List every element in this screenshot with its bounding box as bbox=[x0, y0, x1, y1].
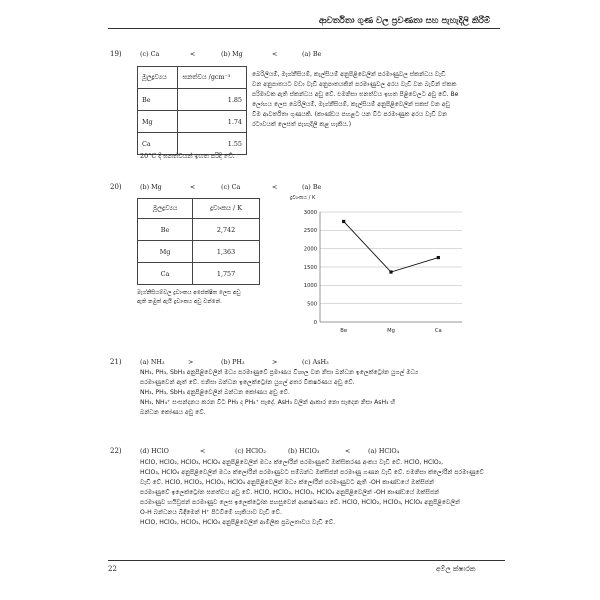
q22-lt-1: < bbox=[200, 447, 206, 455]
q19-option-c: (c) Ca bbox=[140, 50, 160, 58]
chart-tick-labels bbox=[304, 210, 442, 334]
chart-data-point bbox=[389, 270, 392, 273]
q21-explanation bbox=[140, 368, 418, 418]
chart-y-tick-label: 2000 bbox=[303, 246, 317, 253]
paragraph-line: HClO₃, HClO₄ අනුපිළිවෙලින් මධ්‍ය ක්ලෝරීන් පරමාණුවට සම්බන්ධ ඔක්සිජන් පරමාණු ගණන වැඩි වේ. එමනිසා ක්ලෝරීන් පරමාණුවේ bbox=[140, 469, 484, 476]
q22-explanation bbox=[140, 458, 484, 528]
q21-option-b: (b) PH₃ bbox=[221, 358, 245, 366]
q22-option-d: (d) HClO bbox=[140, 447, 169, 455]
q19-note: 20°C දී ඝනත්වයන් ඉහත පරිදි වේ. bbox=[140, 152, 235, 160]
value-cell: 1.85 bbox=[178, 89, 247, 111]
q19-lt-1: < bbox=[190, 50, 196, 58]
header-rule bbox=[108, 28, 500, 29]
chart-y-tick-label: 2500 bbox=[303, 228, 317, 235]
paragraph-line: HClO, HClO₂, HClO₃, HClO₄ අනුපිළිවෙලින් මධ්‍ය ක්ලෝරීන් පරමාණුවේ ඔක්සිකරණ අංකය වැඩි වේ. HClO, HClO₂, bbox=[140, 459, 444, 466]
paragraph-line: රටාවයක් ලෙසත් පැහැදිලි කළ හැකිය.) bbox=[252, 121, 352, 128]
element-cell: Mg bbox=[138, 111, 178, 133]
table-row bbox=[138, 219, 260, 241]
paragraph-line: බන්ධන කෝණය අඩු වේ. bbox=[140, 409, 206, 416]
paragraph-line: වීම ආවර්තිතා ගුණයකි. (කාණ්ඩය පහළට යන විට පරමාණුක අරය වැඩි වන bbox=[252, 111, 448, 118]
chart-series bbox=[342, 220, 440, 274]
chart-x-tick-label: Ca bbox=[434, 328, 442, 334]
table-row bbox=[138, 89, 247, 111]
paragraph-line: පරමාණුවේ ඉලෙක්ට්‍රෝන ඝනත්වය අඩු වේ. HClO, HClO₂, HClO₃, HClO₄ අනුපිළිවෙලින් -OH කාණ්ඩයේ ඔක්සිජන් bbox=[140, 489, 440, 496]
q19-density-table bbox=[137, 66, 247, 155]
paragraph-line: පරමාණුවෙන් ඈත් වේ. එනිසා බන්ධන ඉලෙක්ට්‍රෝන යුගල් අතර විකර්ෂණය අඩු වේ. bbox=[140, 379, 355, 386]
value-cell: 1,363 bbox=[193, 241, 260, 263]
paragraph-line: පරිමාවක ඇති ස්කන්ධය අඩු වේ. එමනිසා ඝනත්වය ඉහත පිළිවෙලට අඩු වේ. Be bbox=[252, 91, 459, 98]
paragraph-line: NH₃, NH₄⁺ සංසන්දනය කරන විට PH₃ ද PH₄⁺ සෑදේ. AsH₃ වලින් ආකාර නො සෑදෙන නිසා AsH₃ හි bbox=[140, 399, 396, 406]
q20-col1-header: මූලද්‍රව්‍යය bbox=[138, 199, 193, 219]
chart-y-tick-label: 500 bbox=[307, 301, 317, 308]
paragraph-line: ලෝහය ලෙස බෙරිලියම්, මැග්නීසියම්, කැල්සියම් අනුපිළිවෙලින් සකස් වන අඩු bbox=[252, 101, 451, 108]
q20-col2-header: ද්‍රවාංකය / K bbox=[193, 199, 260, 219]
element-cell: Be bbox=[138, 219, 193, 241]
melting-point-chart bbox=[290, 192, 470, 340]
q21-gt-2: > bbox=[272, 358, 278, 366]
q20-lt-1: < bbox=[190, 183, 196, 191]
paragraph-line: බෙරිලියම්, මැග්නීසියම්, කැල්සියම් අනුපිළිවෙලින් පරමාණුවල ස්කන්ධය වැඩි bbox=[252, 71, 446, 78]
q22-option-c: (c) HClO₂ bbox=[235, 447, 266, 455]
paragraph-line: NH₃, PH₃, SbH₃ අනුපිළිවෙලින් මධ්‍ය පරමාණුවේ ප්‍රමාණය විශාල වන නිසා බන්ධන ඉලෙක්ට්‍රෝන යුගල් මධ්‍ය bbox=[140, 369, 419, 376]
q19-col2-header: ඝනත්වය /gcm⁻³ bbox=[178, 67, 247, 89]
q21-option-a: (a) NH₃ bbox=[140, 358, 165, 366]
table-row bbox=[138, 263, 260, 285]
q20-lt-2: < bbox=[272, 183, 278, 191]
caption-line: ඇති නමුත් ඇයි ද්‍රවාංකය අඩු වන්නේ. bbox=[137, 299, 222, 305]
q22-option-b: (b) HClO₃ bbox=[288, 447, 320, 455]
chart-y-axis-label: ද්‍රවාංකය / K bbox=[290, 195, 316, 201]
chart-series-line bbox=[344, 221, 439, 272]
chart-x-tick-label: Mg bbox=[387, 328, 395, 334]
q20-option-a: (a) Be bbox=[302, 183, 322, 191]
q20-number: 20) bbox=[110, 183, 122, 191]
q19-col1-header: මූලද්‍රව්‍යය bbox=[138, 67, 178, 89]
value-cell: 2,742 bbox=[193, 219, 260, 241]
q21-option-c: (c) AsH₃ bbox=[302, 358, 329, 366]
header-title: ආවර්තිතා ගුණ වල ප්‍රවණතා සහ පැහැදිලි කිරීම් bbox=[318, 16, 490, 26]
chart-y-tick-label: 1500 bbox=[303, 264, 317, 271]
value-cell: 1,757 bbox=[193, 263, 260, 285]
q20-option-b: (b) Mg bbox=[140, 183, 162, 191]
q21-number: 21) bbox=[110, 358, 122, 366]
paragraph-line: පරමාණුව හයිඩ්‍රජන් පරමාණුව ලෙස ඉලෙක්ට්‍රෝන පහසුවෙන් ආකර්ෂණය වේ. HClO, HClO₂, HClO₃, HClO₄ අනුපිළිවෙලින් bbox=[140, 499, 460, 506]
element-cell: Mg bbox=[138, 241, 193, 263]
chart-y-tick-label: 0 bbox=[313, 319, 317, 326]
paragraph-line: NH₃, PH₃, SbH₃ අනුපිළිවෙලින් බන්ධන කෝණය අඩු වේ. bbox=[140, 389, 290, 396]
q22-number: 22) bbox=[110, 447, 122, 455]
paragraph-line: වැඩි වේ. HClO, HClO₂, HClO₃, HClO₄ අනුපිළිවෙලින් මධ්‍ය ක්ලෝරීන් පරමාණුවට ඇති -OH කාණ්ඩයේ ඔක්සිජන් bbox=[140, 479, 434, 486]
element-cell: Be bbox=[138, 89, 178, 111]
paragraph-line: HClO, HClO₂, HClO₃, HClO₄ අනුපිළිවෙලින් ආම්ලික ප්‍රබලතාවය වැඩි වේ. bbox=[140, 519, 336, 526]
table-row bbox=[138, 111, 247, 133]
element-cell: Ca bbox=[138, 263, 193, 285]
element-cell: Ca bbox=[138, 133, 178, 155]
page-number: 22 bbox=[108, 565, 117, 573]
q22-option-a: (a) HClO₄ bbox=[368, 447, 400, 455]
chart-data-point bbox=[437, 256, 440, 259]
chart-y-tick-label: 3000 bbox=[303, 209, 317, 216]
paragraph-line: O-H බන්ධනය බිඳීමෙන් H⁺ පිටවීමේ හැකියාව වැඩි වේ. bbox=[140, 509, 282, 516]
chart-x-tick-label: Be bbox=[340, 328, 348, 334]
paragraph-line: වන අනුපාතයට වඩා වැඩි අනුපාතයකින් පරමාණුවල අරය වැඩි වන බැවින් ඒකක bbox=[252, 81, 457, 88]
chart-grid bbox=[320, 212, 462, 322]
q19-option-b: (b) Mg bbox=[221, 50, 243, 58]
caption-line: මැග්නීසියම්වල ද්‍රවාංකය අපේක්ෂිත ලෙස අඩු bbox=[137, 290, 241, 296]
q19-lt-2: < bbox=[272, 50, 278, 58]
chart-data-point bbox=[342, 220, 345, 223]
q21-gt-1: > bbox=[188, 358, 194, 366]
value-cell: 1.74 bbox=[178, 111, 247, 133]
q20-option-c: (c) Ca bbox=[221, 183, 241, 191]
chart-y-tick-label: 1000 bbox=[303, 283, 317, 290]
q19-explanation bbox=[252, 70, 458, 130]
q20-melting-point-table bbox=[137, 198, 260, 285]
footer-rule bbox=[108, 560, 505, 561]
q19-option-a: (a) Be bbox=[302, 50, 322, 58]
q20-caption bbox=[137, 289, 241, 307]
q19-number: 19) bbox=[110, 50, 122, 58]
q22-lt-2: < bbox=[345, 447, 351, 455]
table-row bbox=[138, 241, 260, 263]
footer-title: අම්ල ක්ෂාරක bbox=[436, 565, 476, 573]
value-cell: 1.55 bbox=[178, 133, 247, 155]
running-header bbox=[0, 16, 600, 30]
